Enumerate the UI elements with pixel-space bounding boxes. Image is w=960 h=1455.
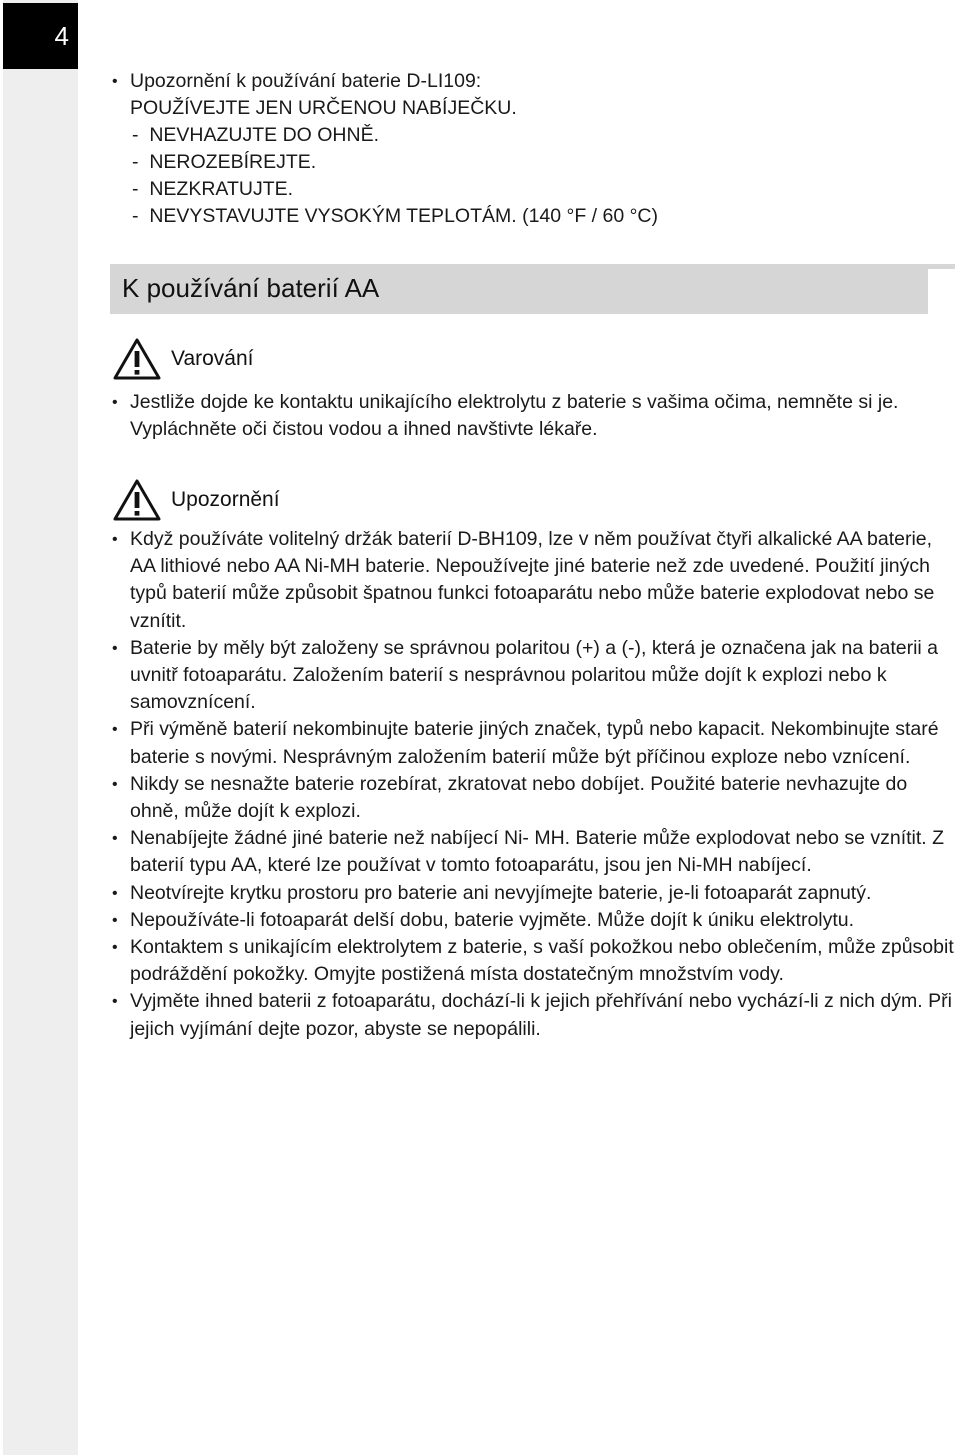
caution-item: • Kontaktem s unikajícím elektrolytem z baterie, s vaší pokožkou nebo oblečením, může způsobit podráždění pokožky. Omyjte postižená místa dostatečným množstvím vody. (112, 934, 954, 988)
battery-notice-line: POUŽÍVEJTE JEN URČENOU NABÍJEČKU. (130, 97, 517, 119)
page-gutter (3, 0, 78, 1455)
caution-item: • Vyjměte ihned baterii z fotoaparátu, dochází-li k jejich přehřívání nebo vychází-li z nich dým. Při jejich vyjímání dejte pozor, abyste se nepopálili. (112, 988, 954, 1042)
caution-list (112, 526, 954, 1043)
battery-notice-dash: - NEVHAZUJTE DO OHNĚ. (132, 124, 380, 146)
warning-list (112, 389, 954, 443)
caution-title: Upozornění (171, 488, 280, 511)
caution-heading (112, 478, 280, 522)
caution-item: • Při výměně baterií nekombinujte baterie jiných značek, typů nebo kapacit. Nekombinujte staré baterie s novými. Nesprávným založením baterií může být příčinou exploze nebo vznícení. (112, 716, 954, 770)
warning-triangle-icon (112, 337, 162, 381)
warning-heading (112, 337, 254, 381)
battery-notice-item (112, 68, 954, 230)
page-number: 4 (3, 3, 78, 69)
caution-item: • Baterie by měly být založeny se správnou polaritou (+) a (-), která je označena jak na baterii a uvnitř fotoaparátu. Založením baterií s nesprávnou polaritou může dojít k explozi nebo k samovznícení. (112, 635, 954, 717)
section-title: K používání baterií AA (122, 273, 380, 303)
warning-item: • Jestliže dojde ke kontaktu unikajícího elektrolytu z baterie s vašima očima, nemněte si je. Vypláchněte oči čistou vodou a ihned navštivte lékaře. (112, 389, 954, 443)
battery-notice (112, 68, 954, 230)
caution-item: • Nepoužíváte-li fotoaparát delší dobu, baterie vyjměte. Může dojít k úniku elektrolytu. (112, 907, 954, 934)
caution-item: • Neotvírejte krytku prostoru pro baterie ani nevyjímejte baterie, je-li fotoaparát zapnutý. (112, 880, 954, 907)
warning-title: Varování (171, 347, 254, 370)
battery-notice-heading: • Upozornění k používání baterie D-LI109: (130, 70, 482, 92)
battery-notice-dash: - NEZKRATUJTE. (132, 178, 294, 200)
caution-item: • Nenabíjejte žádné jiné baterie než nabíjecí Ni- MH. Baterie může explodovat nebo se vznítit. Z baterií typu AA, které lze používat v tomto fotoaparátu, jsou jen Ni-MH nabíjecí. (112, 825, 954, 879)
section-bar-edge (928, 264, 955, 269)
caution-item: • Když používáte volitelný držák baterií D-BH109, lze v něm používat čtyři alkalické AA baterie, AA lithiové nebo AA Ni-MH baterie. Nepoužívejte jiné baterie než zde uvedené. Použití jiných typů baterií může způsobit špatnou funkci fotoaparátu nebo může baterie explodovat nebo se vznítit. (112, 526, 954, 635)
caution-triangle-icon (112, 478, 162, 522)
battery-notice-dash: - NEVYSTAVUJTE VYSOKÝM TEPLOTÁM. (140 °F / 60 °C) (132, 205, 658, 227)
caution-item: • Nikdy se nesnažte baterie rozebírat, zkratovat nebo dobíjet. Použité baterie nevhazujte do ohně, může dojít k explozi. (112, 771, 954, 825)
battery-notice-dash: - NEROZEBÍREJTE. (132, 151, 317, 173)
